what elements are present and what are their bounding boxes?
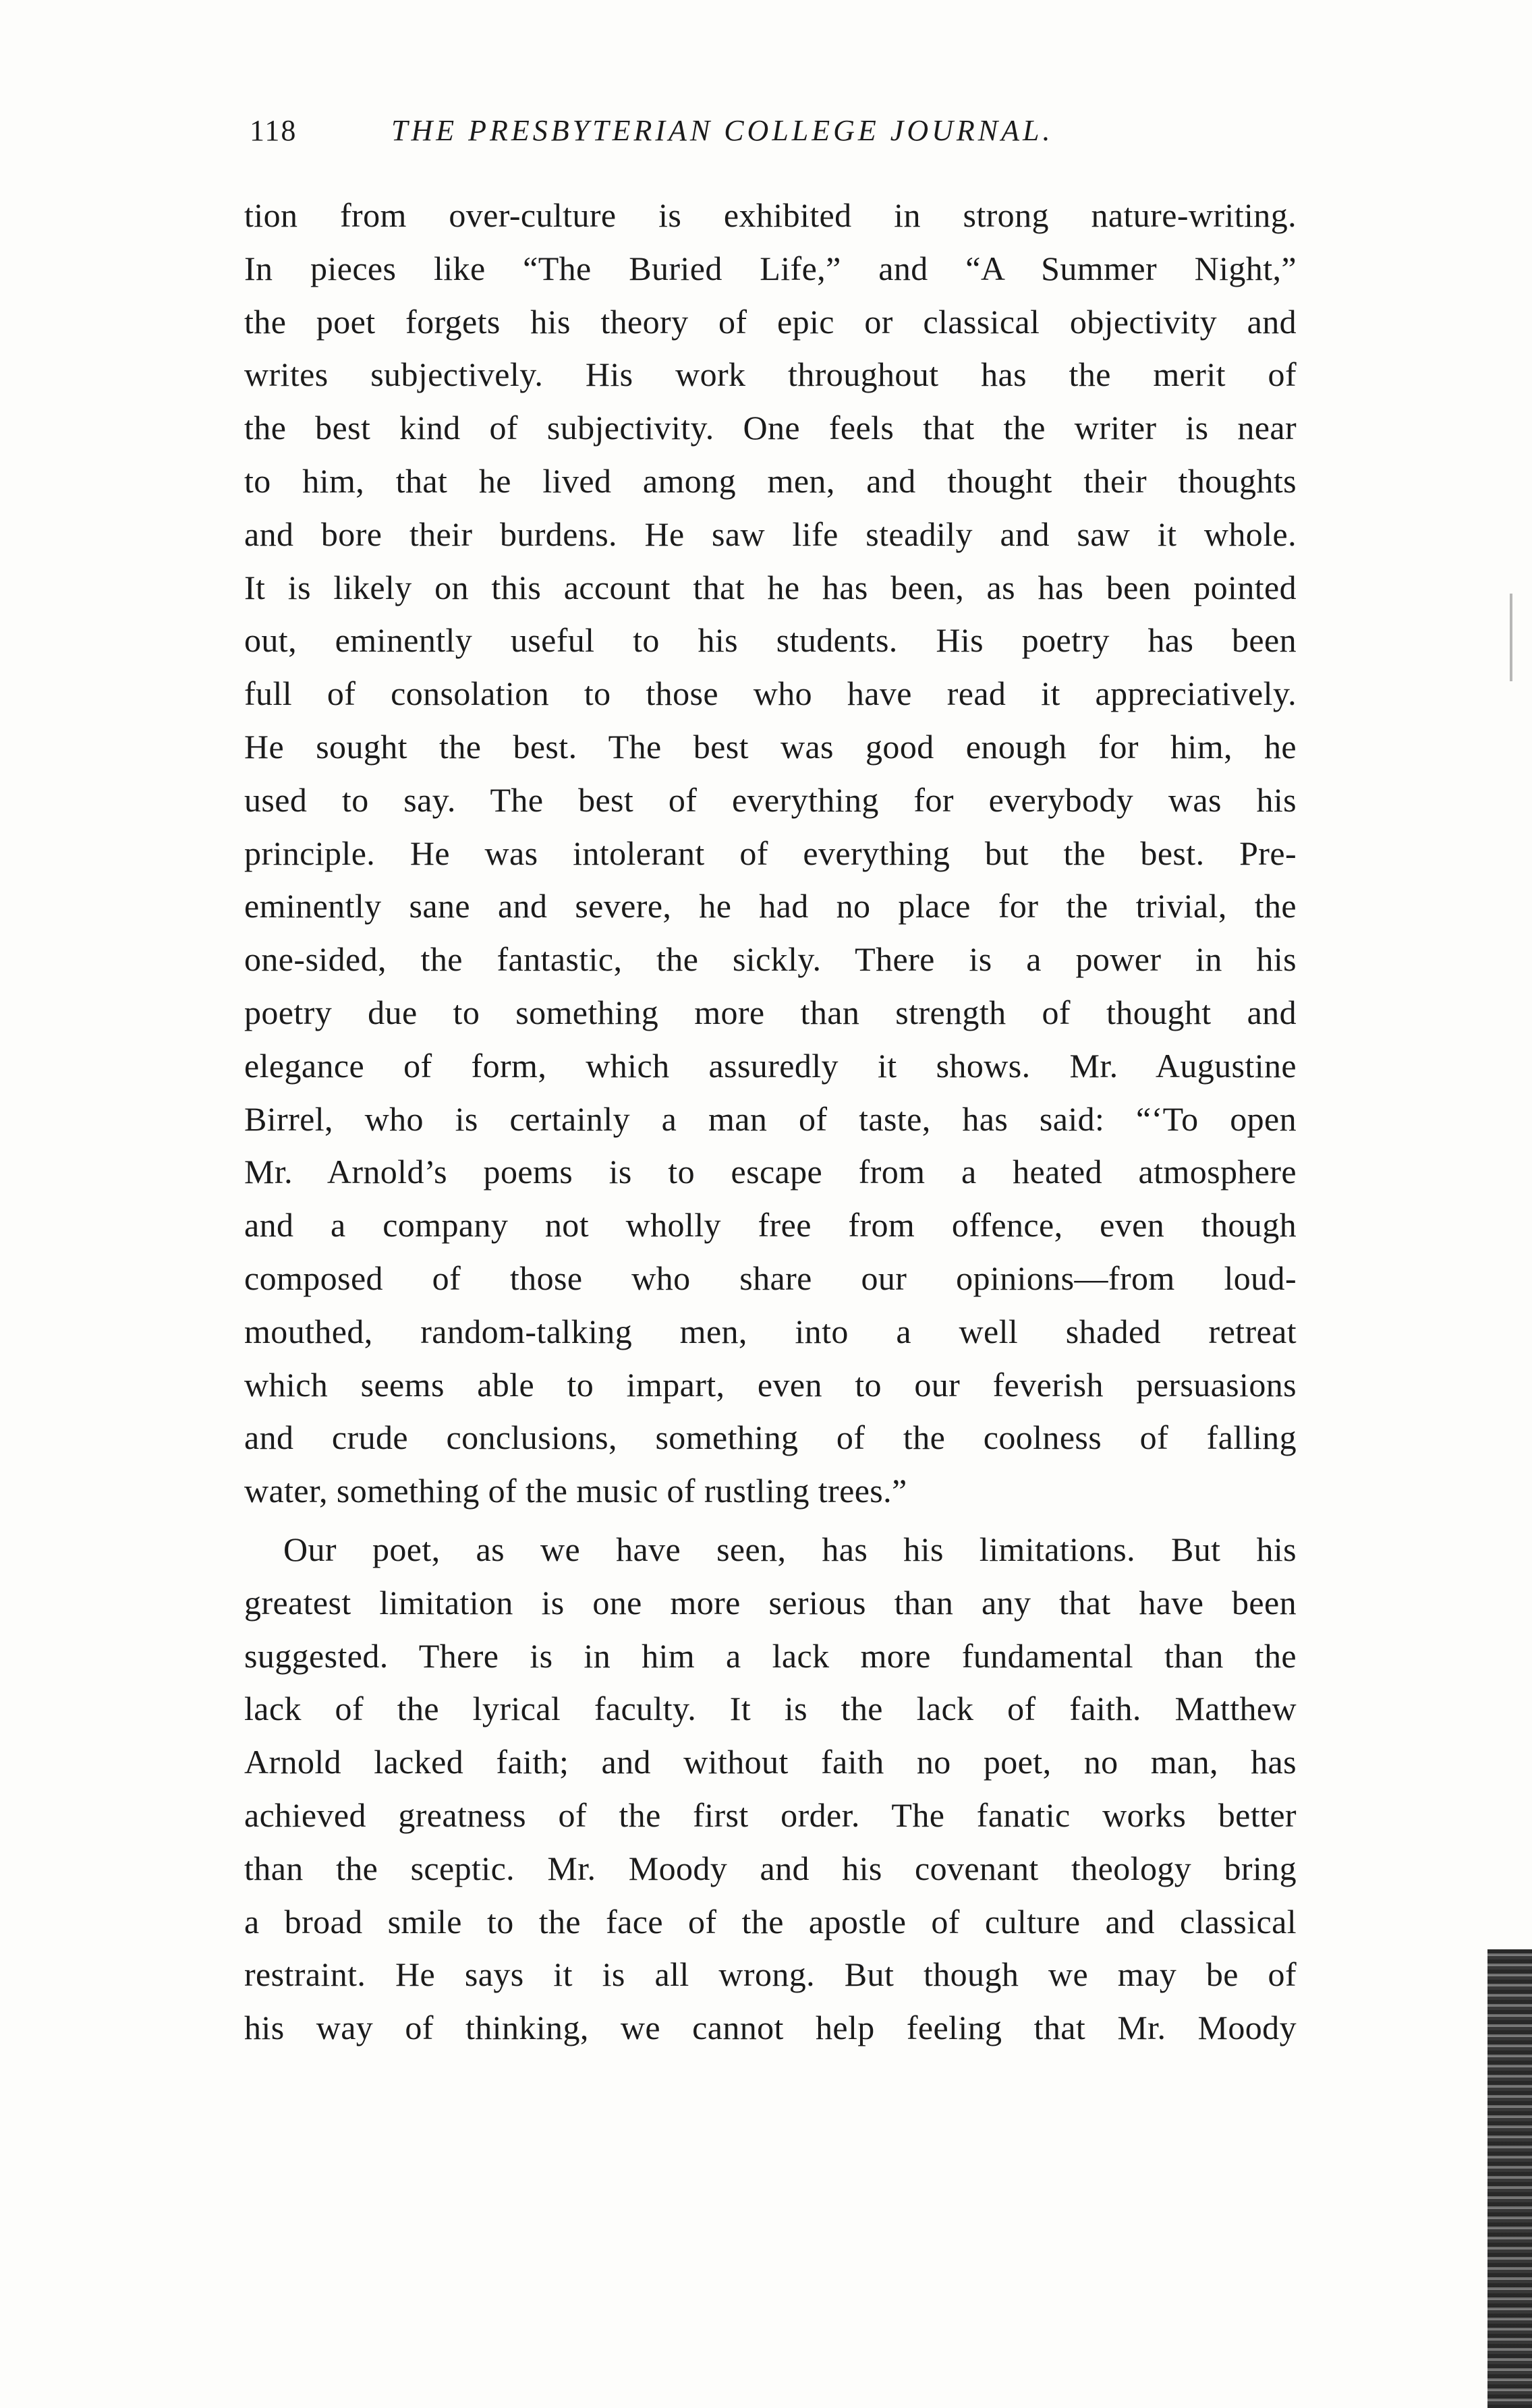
text-line: Mr. Arnold’s poems is to escape from a heated atmosphere xyxy=(244,1153,1297,1191)
text-line: restraint. He says it is all wrong. But though we may be of xyxy=(244,1955,1297,1994)
text-line: his way of thinking, we cannot help feeling that Mr. Moody xyxy=(244,2009,1297,2047)
text-line: eminently sane and severe, he had no place for the trivial, the xyxy=(244,887,1297,925)
text-line: one-sided, the fantastic, the sickly. There is a power in his xyxy=(244,940,1297,979)
paragraph-spacer xyxy=(244,1518,1297,1523)
page-header xyxy=(250,113,1302,167)
text-line: mouthed, random-talking men, into a well shaded retreat xyxy=(244,1312,1297,1350)
text-line: It is likely on this account that he has been, as has been pointed xyxy=(244,568,1297,606)
text-line: the best kind of subjectivity. One feels that the writer is near xyxy=(244,409,1297,447)
text-line: suggested. There is in him a lack more fundamental than the xyxy=(244,1636,1297,1675)
paragraph xyxy=(244,1523,1297,2055)
body-text xyxy=(244,189,1297,2055)
scan-margin-mark xyxy=(1510,594,1512,681)
text-line: full of consolation to those who have read it appreciatively. xyxy=(244,675,1297,713)
page-number: 118 xyxy=(250,114,297,147)
text-line: which seems able to impart, even to our feverish persuasions xyxy=(244,1365,1297,1404)
text-line: and a company not wholly free from offence, even though xyxy=(244,1206,1297,1244)
scan-binding-edge xyxy=(1487,1949,1532,2408)
text-line: achieved greatness of the first order. The fanatic works better xyxy=(244,1796,1297,1834)
text-line: Birrel, who is certainly a man of taste, has said: “‘To open xyxy=(244,1099,1297,1138)
text-line: principle. He was intolerant of everything but the best. Pre- xyxy=(244,834,1297,872)
text-line: writes subjectively. His work throughout has the merit of xyxy=(244,355,1297,394)
text-line: and bore their burdens. He saw life steadily and saw it whole. xyxy=(244,515,1297,553)
text-line: the poet forgets his theory of epic or classical objectivity and xyxy=(244,302,1297,341)
text-line: out, eminently useful to his students. His poetry has been xyxy=(244,621,1297,660)
text-line: Our poet, as we have seen, has his limitations. But his xyxy=(283,1530,1297,1568)
text-line: than the sceptic. Mr. Moody and his covenant theology bring xyxy=(244,1849,1297,1887)
text-line: used to say. The best of everything for everybody was his xyxy=(244,780,1297,819)
text-line: a broad smile to the face of the apostle of culture and classical xyxy=(244,1902,1297,1941)
text-line: Arnold lacked faith; and without faith no poet, no man, has xyxy=(244,1743,1297,1781)
text-line: greatest limitation is one more serious than any that have been xyxy=(244,1583,1297,1622)
text-line: water, something of the music of rustling trees.” xyxy=(244,1472,907,1510)
text-line: elegance of form, which assuredly it shows. Mr. Augustine xyxy=(244,1046,1297,1085)
text-line: lack of the lyrical faculty. It is the lack of faith. Matthew xyxy=(244,1690,1297,1728)
paragraph xyxy=(244,189,1297,1518)
text-line: poetry due to something more than strength of thought and xyxy=(244,993,1297,1031)
text-line: and crude conclusions, something of the coolness of falling xyxy=(244,1418,1297,1457)
text-line: He sought the best. The best was good enough for him, he xyxy=(244,727,1297,766)
text-line: composed of those who share our opinions—from loud- xyxy=(244,1259,1297,1297)
text-line: tion from over-culture is exhibited in strong nature-writing. xyxy=(244,196,1297,234)
running-title: THE PRESBYTERIAN COLLEGE JOURNAL. xyxy=(391,114,1054,147)
text-line: to him, that he lived among men, and thought their thoughts xyxy=(244,461,1297,500)
text-line: In pieces like “The Buried Life,” and “A Summer Night,” xyxy=(244,249,1297,287)
